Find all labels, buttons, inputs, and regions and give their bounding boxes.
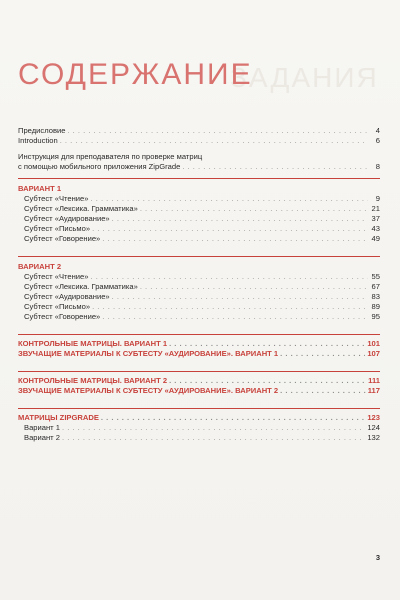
section-heading-variant-2[interactable]: ВАРИАНТ 2 [18, 256, 380, 272]
toc-entry-label: МАТРИЦЫ ZIPGRADE [18, 413, 99, 422]
toc-entry-label: Субтест «Аудирование» [24, 214, 110, 223]
toc-entry-v2-grammar[interactable] [18, 282, 380, 292]
toc-entry-label: Introduction [18, 136, 58, 145]
toc-leader-dots [280, 386, 366, 396]
toc-page-number: 9 [375, 194, 380, 203]
toc-entry-label: Вариант 2 [24, 433, 60, 442]
toc-entry-label: Субтест «Письмо» [24, 302, 91, 311]
toc-leader-dots [60, 136, 368, 146]
toc-entry-label: Субтест «Чтение» [24, 194, 89, 203]
toc-page-number: 124 [367, 423, 380, 432]
toc-entry-label: Предисловие [18, 126, 66, 135]
toc-entry-v1-reading[interactable] [18, 194, 380, 204]
toc-page-number: 43 [371, 224, 380, 233]
toc-entry-v2-speaking[interactable] [18, 312, 380, 322]
toc-page-number: 83 [371, 292, 380, 301]
toc-page-number: 101 [367, 339, 380, 348]
toc-leader-dots [280, 349, 365, 359]
toc-entry-v2-listening[interactable] [18, 292, 380, 302]
toc-entry-zipgrade-v2[interactable] [18, 433, 380, 443]
toc-leader-dots [62, 423, 365, 433]
toc-entry-audio-materials-1[interactable] [18, 349, 380, 359]
toc-leader-dots [92, 224, 368, 234]
toc-leader-dots [91, 194, 369, 204]
section-control-variant-2 [18, 371, 380, 396]
toc-leader-dots [91, 272, 369, 282]
section-control-variant-1 [18, 334, 380, 359]
toc-entry-label: ЗВУЧАЩИЕ МАТЕРИАЛЫ К СУБТЕСТУ «АУДИРОВАНИЕ». ВАРИАНТ 1 [18, 349, 279, 358]
toc-page-number: 132 [367, 433, 380, 442]
toc-page-number: 6 [375, 136, 380, 145]
toc-entry-label: Субтест «Говорение» [24, 234, 101, 243]
toc-entry-label: Субтест «Чтение» [24, 272, 89, 281]
toc-page-number: 117 [367, 386, 380, 395]
toc-page-number: 95 [371, 312, 380, 321]
toc-entry-label: Субтест «Лексика. Грамматика» [24, 282, 138, 291]
toc-page-number: 55 [371, 272, 380, 281]
toc-entry-label: Вариант 1 [24, 423, 60, 432]
toc-entry-instruction-line1[interactable]: Инструкция для преподавателя по проверке матриц [18, 152, 203, 161]
toc-leader-dots [140, 282, 368, 292]
toc-entry-label: с помощью мобильного приложения ZipGrade [18, 162, 181, 171]
toc-entry-v1-grammar[interactable] [18, 204, 380, 214]
toc-entry-label: Субтест «Лексика. Грамматика» [24, 204, 138, 213]
toc-entry-v2-reading[interactable] [18, 272, 380, 282]
toc-leader-dots [169, 376, 366, 386]
toc-page-number: 123 [367, 413, 380, 422]
page-number: 3 [375, 553, 380, 562]
toc-entry-preface[interactable] [18, 126, 380, 136]
toc-entry-v1-speaking[interactable] [18, 234, 380, 244]
table-of-contents [18, 126, 380, 443]
toc-page-number: 89 [371, 302, 380, 311]
toc-entry-control-matrices-1[interactable] [18, 339, 380, 349]
toc-entry-audio-materials-2[interactable] [18, 386, 380, 396]
toc-leader-dots [112, 292, 368, 302]
toc-leader-dots [67, 126, 368, 136]
toc-page-number: 8 [375, 162, 380, 171]
toc-page-number: 49 [371, 234, 380, 243]
toc-leader-dots [62, 433, 365, 443]
toc-entry-label: КОНТРОЛЬНЫЕ МАТРИЦЫ. ВАРИАНТ 2 [18, 376, 168, 385]
page-title: СОДЕРЖАНИЕ [18, 58, 253, 91]
toc-entry-v1-listening[interactable] [18, 214, 380, 224]
toc-leader-dots [140, 204, 368, 214]
section-heading-variant-1[interactable]: ВАРИАНТ 1 [18, 178, 380, 194]
toc-entry-v1-writing[interactable] [18, 224, 380, 234]
section-zipgrade [18, 408, 380, 443]
toc-page-number: 107 [367, 349, 380, 358]
toc-leader-dots [92, 302, 368, 312]
toc-entry-instruction[interactable] [18, 162, 380, 172]
toc-page-number: 4 [375, 126, 380, 135]
toc-leader-dots [169, 339, 365, 349]
toc-entry-label: Субтест «Письмо» [24, 224, 91, 233]
toc-entry-zipgrade[interactable] [18, 413, 380, 423]
watermark-text: ЗАДАНИЯ [230, 62, 379, 93]
toc-leader-dots [182, 162, 368, 172]
toc-entry-introduction[interactable] [18, 136, 380, 146]
toc-entry-label: КОНТРОЛЬНЫЕ МАТРИЦЫ. ВАРИАНТ 1 [18, 339, 168, 348]
toc-entry-v2-writing[interactable] [18, 302, 380, 312]
toc-page-number: 37 [371, 214, 380, 223]
toc-page-number: 21 [371, 204, 380, 213]
toc-leader-dots [102, 312, 368, 322]
toc-leader-dots [101, 413, 365, 423]
toc-leader-dots [112, 214, 368, 224]
toc-page-number: 111 [368, 376, 380, 385]
toc-entry-label: Субтест «Аудирование» [24, 292, 110, 301]
toc-page-number: 67 [371, 282, 380, 291]
toc-entry-label: Субтест «Говорение» [24, 312, 101, 321]
toc-leader-dots [102, 234, 368, 244]
toc-entry-control-matrices-2[interactable] [18, 376, 380, 386]
toc-entry-label: ЗВУЧАЩИЕ МАТЕРИАЛЫ К СУБТЕСТУ «АУДИРОВАНИЕ». ВАРИАНТ 2 [18, 386, 279, 395]
toc-entry-zipgrade-v1[interactable] [18, 423, 380, 433]
